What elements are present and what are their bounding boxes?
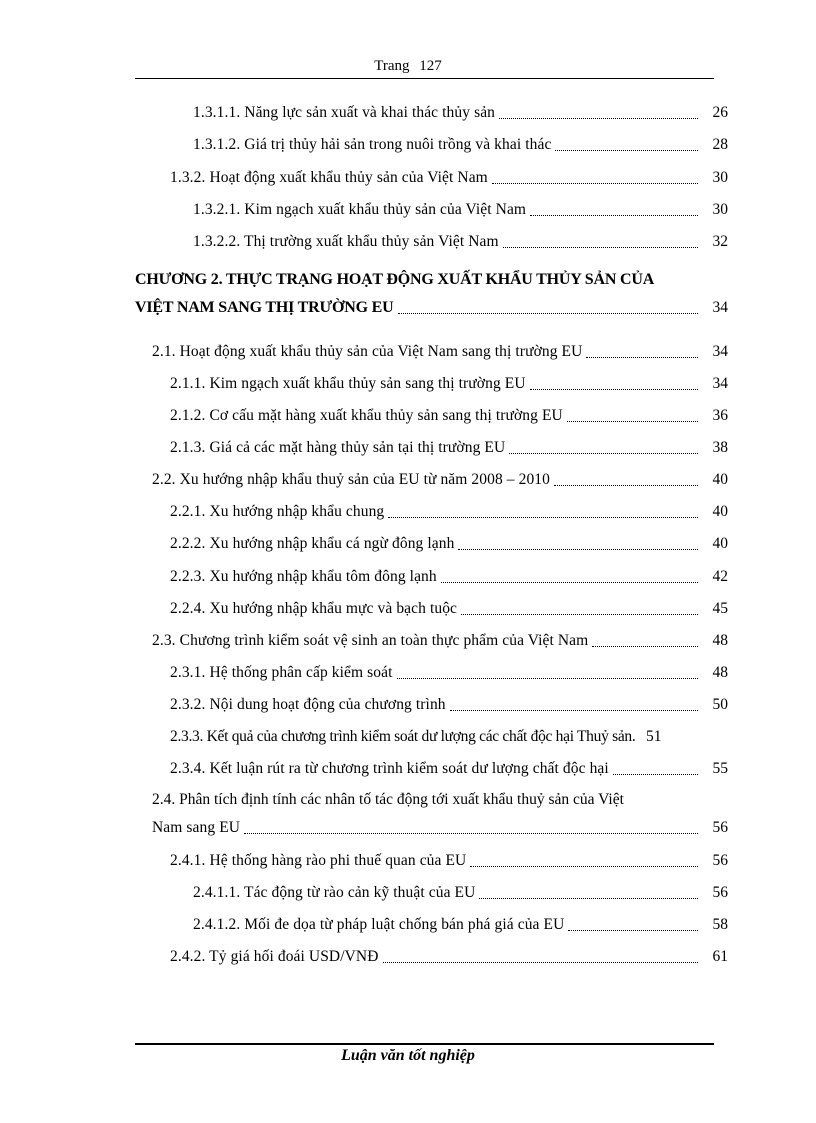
toc-page-number: 56	[712, 884, 728, 901]
toc-page-number: 51	[645, 728, 662, 745]
toc-chapter-entry	[135, 294, 728, 318]
toc-entry-title: 2.3.4. Kết luận rút ra từ chương trình kiểm soát dư lượng chất độc hại	[170, 760, 609, 777]
toc-entry	[152, 338, 728, 362]
toc-page-number: 40	[712, 503, 728, 520]
toc-entry	[170, 943, 728, 967]
toc-entry-title: 1.3.1.1. Năng lực sản xuất và khai thác thủy sản	[193, 104, 496, 121]
toc-page-number: 42	[712, 568, 728, 585]
toc-entry	[170, 434, 728, 458]
toc-dot-leader	[441, 582, 698, 583]
toc-page-number: 40	[712, 535, 728, 552]
toc-entry-title: 2.3.1. Hệ thống phân cấp kiểm soát	[170, 664, 393, 681]
toc-entry	[170, 659, 728, 683]
page-header: Trang 127	[374, 58, 442, 74]
toc-page-number: 30	[712, 201, 728, 218]
toc-entry-title: 2.4.2. Tỷ giá hối đoái USD/VNĐ	[170, 948, 379, 965]
toc-dot-leader	[613, 774, 698, 775]
toc-entry-title: 2.2.1. Xu hướng nhập khẩu chung	[170, 503, 385, 520]
toc-dot-leader	[492, 183, 698, 184]
toc-entry-title: 2.4.1.1. Tác động từ rào cản kỹ thuật của EU	[193, 884, 476, 901]
toc-dot-leader	[555, 150, 698, 151]
toc-dot-leader	[530, 215, 698, 216]
toc-page-number: 36	[712, 407, 728, 424]
toc-dot-leader	[397, 678, 698, 679]
toc-entry	[170, 563, 728, 587]
toc-entry-title: 2.4.1.2. Mối đe dọa từ pháp luật chống bán phá giá của EU	[193, 916, 565, 933]
toc-page-number: 61	[712, 948, 728, 965]
toc-entry-title: 1.3.2. Hoạt động xuất khẩu thủy sản của Việt Nam	[170, 169, 488, 186]
toc-page-number: 32	[712, 233, 728, 250]
toc-entry	[170, 402, 728, 426]
toc-entry-title: 2.1.3. Giá cả các mặt hàng thủy sản tại thị trường EU	[170, 439, 506, 456]
toc-dot-leader	[388, 517, 698, 518]
toc-dot-leader	[586, 357, 698, 358]
toc-entry-title: 2.1. Hoạt động xuất khẩu thủy sản của Việt Nam sang thị trường EU	[152, 343, 583, 360]
toc-entry	[193, 879, 728, 903]
toc-page-number: 45	[712, 600, 728, 617]
toc-dot-leader	[499, 118, 698, 119]
toc-entry-title: 2.2. Xu hướng nhập khẩu thuỷ sản của EU từ năm 2008 – 2010	[152, 471, 551, 488]
toc-page-number: 34	[712, 343, 728, 360]
toc-page-number: 48	[712, 632, 728, 649]
toc-dot-leader	[567, 421, 698, 422]
toc-page-number: 58	[712, 916, 728, 933]
toc-entry	[152, 814, 728, 838]
toc-entry	[170, 847, 728, 871]
toc-page-number: 56	[712, 852, 728, 869]
toc-entry-title: 1.3.1.2. Giá trị thủy hải sản trong nuôi trồng và khai thác	[193, 136, 552, 153]
toc-entry	[152, 627, 728, 651]
toc-page-number: 34	[712, 375, 728, 392]
toc-page-number: 40	[712, 471, 728, 488]
toc-page-number: 48	[712, 664, 728, 681]
toc-entry	[170, 530, 728, 554]
toc-dot-leader	[479, 898, 698, 899]
toc-entry-title: 2.3.2. Nội dung hoạt động của chương trình	[170, 696, 446, 713]
header-rule	[135, 78, 714, 79]
toc-entry-title: 2.4.1. Hệ thống hàng rào phi thuế quan của EU	[170, 852, 467, 869]
toc-dot-leader	[244, 833, 698, 834]
toc-page-number: 56	[712, 819, 728, 836]
toc-entry-title: 1.3.2.1. Kim ngạch xuất khẩu thủy sản của Việt Nam	[193, 201, 527, 218]
toc-entry	[170, 498, 728, 522]
toc-entry	[170, 370, 728, 394]
toc-page-number: 26	[712, 104, 728, 121]
toc-page-number: 38	[712, 439, 728, 456]
toc-page-number: 30	[712, 169, 728, 186]
toc-entry-title: 2.3. Chương trình kiểm soát vệ sinh an toàn thực phẩm của Việt Nam	[152, 632, 589, 649]
toc-entry-title: 2.2.2. Xu hướng nhập khẩu cá ngừ đông lạnh	[170, 535, 455, 552]
toc-dot-leader	[470, 866, 698, 867]
footer-rule	[135, 1043, 714, 1045]
toc-entry	[170, 723, 728, 747]
toc-entry	[170, 755, 728, 779]
toc-dot-leader	[568, 930, 698, 931]
toc-dot-leader	[458, 549, 698, 550]
toc-dot-leader	[530, 389, 698, 390]
toc-entry	[193, 99, 728, 123]
toc-entry-title: 2.1.1. Kim ngạch xuất khẩu thủy sản sang thị trường EU	[170, 375, 526, 392]
toc-dot-leader	[554, 485, 698, 486]
toc-dot-leader	[450, 710, 698, 711]
toc-dot-leader	[398, 313, 699, 314]
toc-entry	[193, 911, 728, 935]
toc-page-number: 55	[712, 760, 728, 777]
toc-entry-title: VIỆT NAM SANG THỊ TRƯỜNG EU	[135, 299, 394, 316]
toc-dot-leader	[509, 453, 698, 454]
toc-dot-leader	[383, 962, 698, 963]
toc-dot-leader	[503, 247, 698, 248]
toc-dot-leader	[461, 614, 698, 615]
chapter-heading-line1: CHƯƠNG 2. THỰC TRẠNG HOẠT ĐỘNG XUẤT KHẨU THỦY SẢN CỦA	[135, 271, 655, 288]
toc-entry	[170, 595, 728, 619]
toc-entry-title: 1.3.2.2. Thị trường xuất khẩu thủy sản Việt Nam	[193, 233, 499, 250]
section-heading-line1: 2.4. Phân tích định tính các nhân tố tác động tới xuất khẩu thuỷ sản của Việt	[152, 791, 624, 808]
toc-entry	[193, 131, 728, 155]
toc-entry	[193, 228, 728, 252]
toc-entry	[152, 466, 728, 490]
toc-entry	[193, 196, 728, 220]
toc-page-number: 50	[712, 696, 728, 713]
toc-page-number: 28	[712, 136, 728, 153]
toc-entry-title: Nam sang EU	[152, 819, 241, 836]
toc-page-number: 34	[712, 299, 728, 316]
toc-entry-title: 2.2.4. Xu hướng nhập khẩu mực và bạch tuộc	[170, 600, 458, 617]
toc-dot-leader	[592, 646, 698, 647]
page-footer: Luận văn tốt nghiệp	[341, 1047, 475, 1064]
toc-entry	[170, 691, 728, 715]
toc-entry	[170, 164, 728, 188]
toc-entry-title: 2.1.2. Cơ cấu mặt hàng xuất khẩu thủy sản sang thị trường EU	[170, 407, 563, 424]
toc-entry-title: 2.3.3. Kết quả của chương trình kiểm soát dư lượng các chất độc hại Thuỷ sản.	[170, 728, 636, 745]
toc-entry-title: 2.2.3. Xu hướng nhập khẩu tôm đông lạnh	[170, 568, 437, 585]
